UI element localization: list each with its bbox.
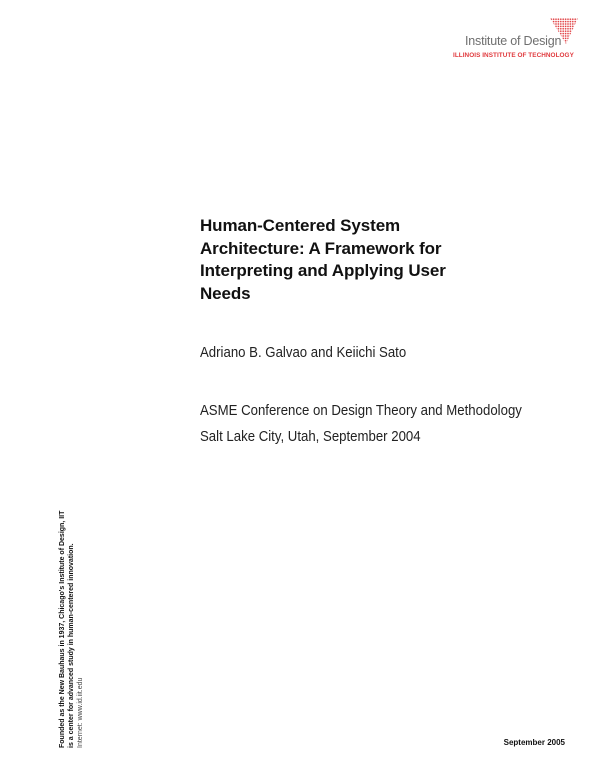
founding-note-line: Founded as the New Bauhaus in 1937, Chicago's Institute of Design, IIT — [59, 510, 66, 748]
title-line: Needs — [200, 283, 251, 303]
institute-of-design-logo — [440, 16, 580, 62]
logo-subtitle: ILLINOIS INSTITUTE OF TECHNOLOGY — [453, 52, 574, 59]
conference-name: ASME Conference on Design Theory and Methodology — [200, 402, 522, 419]
paper-title — [200, 215, 530, 305]
conference-info — [200, 398, 522, 450]
conference-location-date: Salt Lake City, Utah, September 2004 — [200, 428, 421, 445]
title-line: Interpreting and Applying User — [200, 261, 446, 280]
logo-name: Institute of Design — [465, 34, 562, 48]
title-line: Human-Centered System — [200, 216, 401, 235]
id-logo-mark-icon — [550, 18, 578, 44]
website-line: Internet: www.id.iit.edu — [77, 677, 84, 748]
founding-note — [58, 511, 85, 748]
publication-date: September 2005 — [503, 738, 565, 747]
title-line: Architecture: A Framework for — [200, 238, 442, 258]
founding-note-line: is a center for advanced study in human-centered innovation. — [68, 543, 75, 748]
authors: Adriano B. Galvao and Keiichi Sato — [200, 344, 407, 361]
